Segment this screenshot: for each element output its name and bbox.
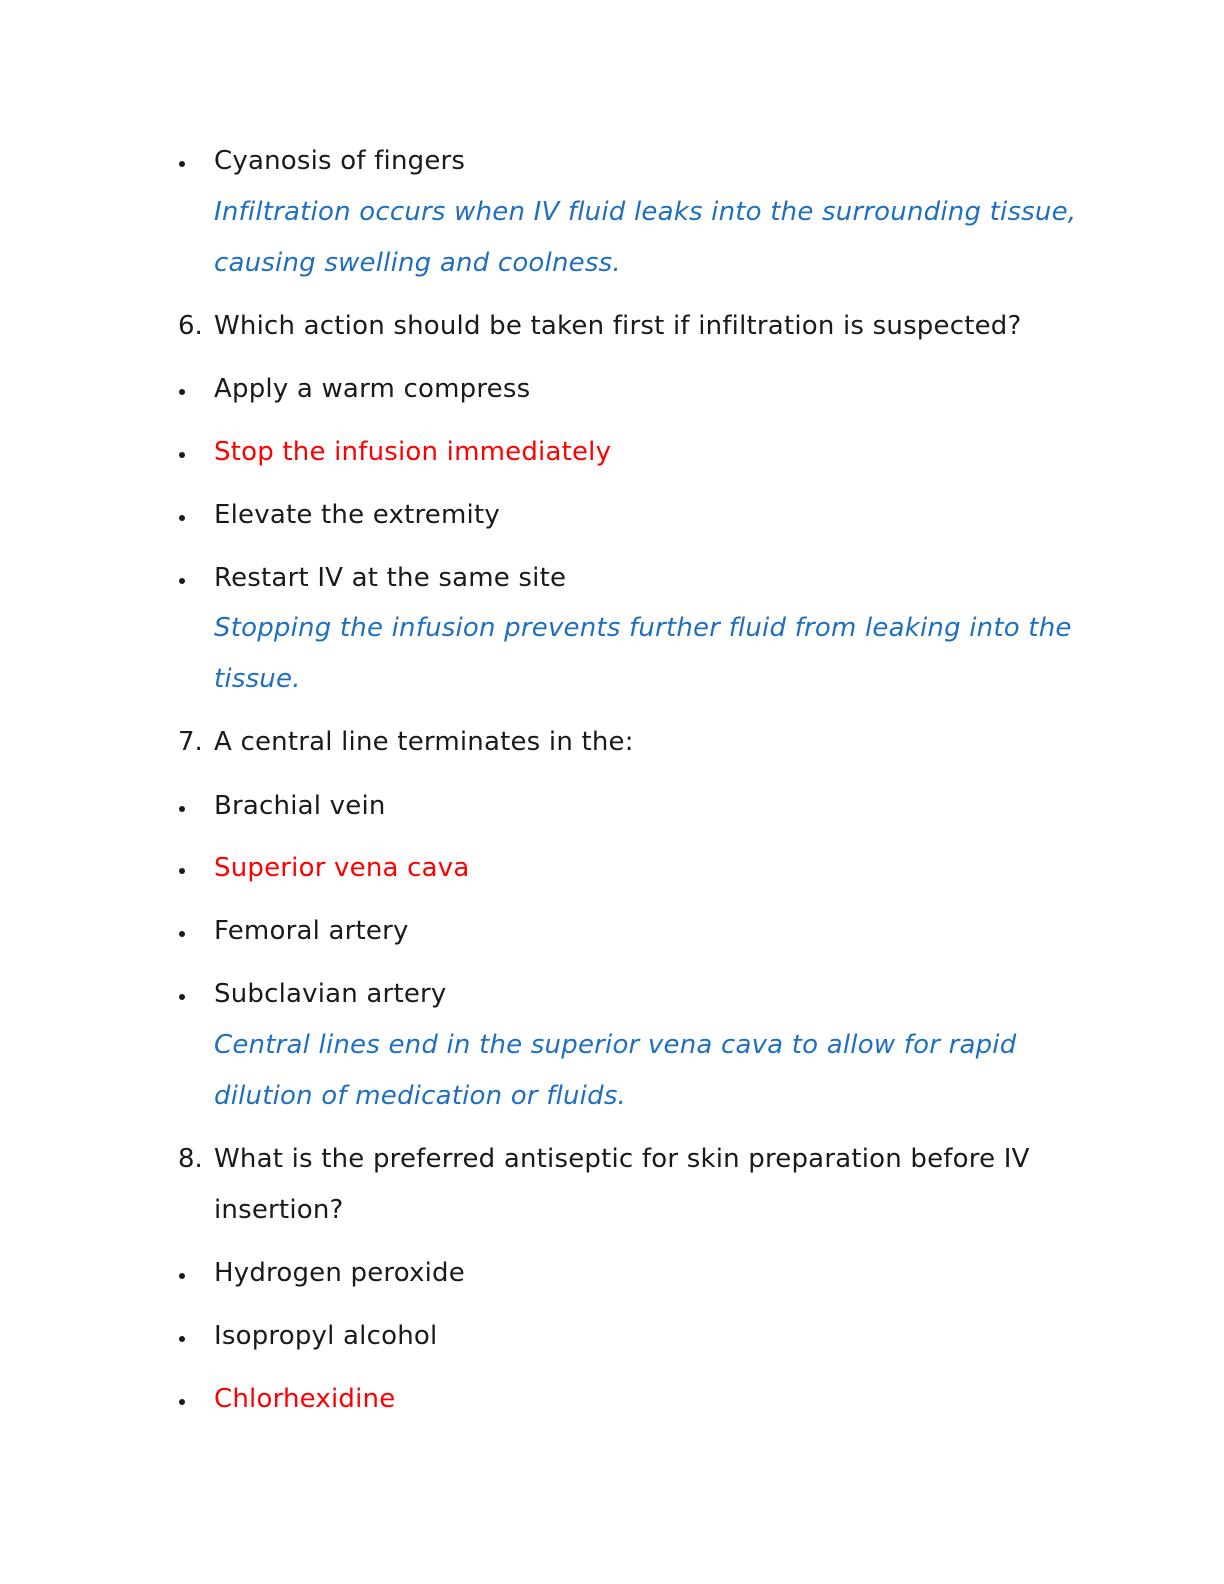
rationale-text: Stopping the infusion prevents further fluid from leaking into the bbox=[214, 613, 1072, 643]
rationale-text: Infiltration occurs when IV fluid leaks into the surrounding tissue, bbox=[214, 197, 1077, 227]
bullet-icon bbox=[179, 515, 185, 521]
bullet-icon bbox=[179, 1336, 185, 1342]
question-number: 7. bbox=[178, 727, 203, 757]
question-text: A central line terminates in the: bbox=[214, 727, 634, 757]
bullet-icon bbox=[179, 868, 185, 874]
correct-answer-option: Chlorhexidine bbox=[214, 1384, 396, 1414]
rationale-text: tissue. bbox=[214, 664, 301, 694]
rationale-text: causing swelling and coolness. bbox=[214, 248, 621, 278]
question-number: 6. bbox=[178, 311, 203, 341]
bullet-icon bbox=[179, 452, 185, 458]
bullet-icon bbox=[179, 806, 185, 812]
question-number: 8. bbox=[178, 1144, 203, 1174]
answer-option: Elevate the extremity bbox=[214, 500, 500, 530]
bullet-icon bbox=[179, 161, 185, 167]
correct-answer-option: Stop the infusion immediately bbox=[214, 437, 612, 467]
bullet-icon bbox=[179, 931, 185, 937]
bullet-icon bbox=[179, 389, 185, 395]
answer-option: Brachial vein bbox=[214, 791, 386, 821]
answer-option: Hydrogen peroxide bbox=[214, 1258, 465, 1288]
correct-answer-option: Superior vena cava bbox=[214, 853, 470, 883]
rationale-text: Central lines end in the superior vena cava to allow for rapid bbox=[214, 1030, 1017, 1060]
answer-option: Isopropyl alcohol bbox=[214, 1321, 438, 1351]
answer-option: Cyanosis of fingers bbox=[214, 146, 466, 176]
bullet-icon bbox=[179, 1399, 185, 1405]
answer-option: Apply a warm compress bbox=[214, 374, 531, 404]
bullet-icon bbox=[179, 578, 185, 584]
answer-option: Restart IV at the same site bbox=[214, 563, 567, 593]
question-text: What is the preferred antiseptic for skin preparation before IV bbox=[214, 1144, 1030, 1174]
bullet-icon bbox=[179, 1273, 185, 1279]
answer-option: Subclavian artery bbox=[214, 979, 447, 1009]
bullet-icon bbox=[179, 994, 185, 1000]
answer-option: Femoral artery bbox=[214, 916, 409, 946]
question-text: Which action should be taken first if infiltration is suspected? bbox=[214, 311, 1022, 341]
rationale-text: dilution of medication or fluids. bbox=[214, 1081, 627, 1111]
question-text: insertion? bbox=[214, 1195, 344, 1225]
